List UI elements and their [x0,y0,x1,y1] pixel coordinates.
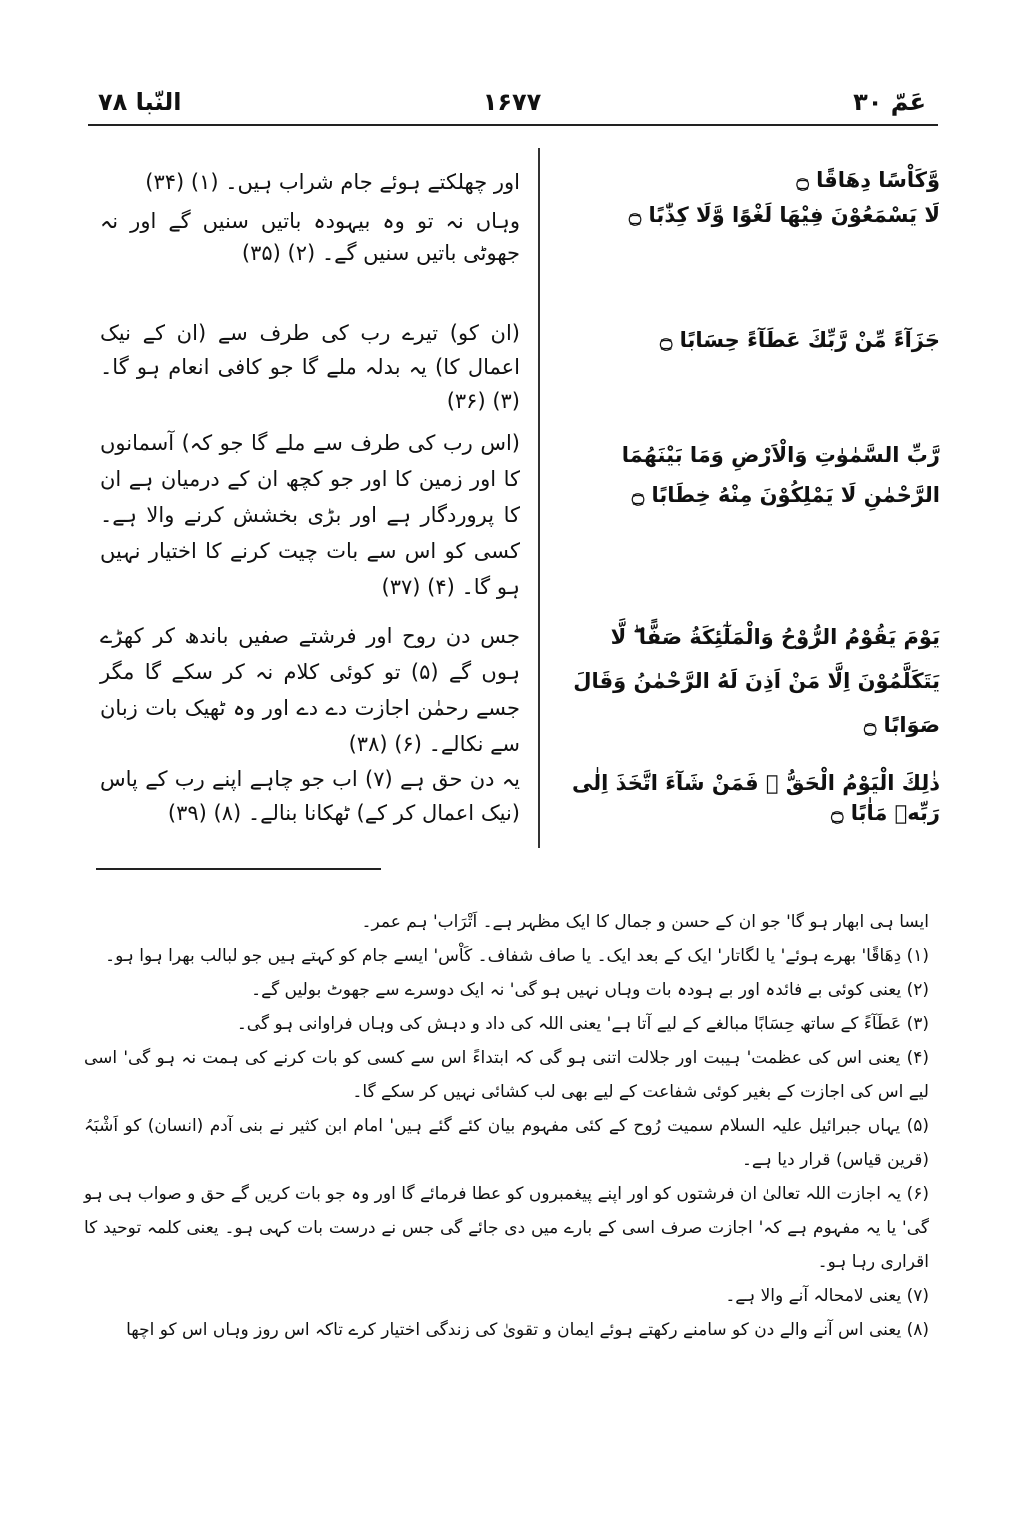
footnote: (۴) یعنی اس کی عظمت' ہیبت اور جلالت اتنی ہو گی کہ ابتداءً اس سے کسی کو بات کرنے کی ہمت نہ ہو گی' اسی لیے اس کی اجازت کے بغیر کوئی شفاعت کے لیے بھی لب کشائی نہیں کر سکے گا۔ [84,1048,929,1102]
juz-header: عَمّ ۳۰ [853,88,926,116]
page-number: ۱۶۷۷ [482,88,542,116]
footnote-separator [96,868,381,870]
footnotes [84,905,929,1347]
footnote: (۷) یعنی لامحالہ آنے والا ہے۔ [725,1286,929,1306]
arabic-verse: يَوْمَ يَقُوْمُ الرُّوْحُ وَالْمَلٰٓئِكَةُ صَفًّا ۖ لَّا يَتَكَلَّمُوْنَ اِلَّا مَنْ اَذِنَ لَهُ الرَّحْمٰنُ وَقَالَ صَوَابًا ۝ [573,625,940,737]
footnote: (۸) یعنی اس آنے والے دن کو سامنے رکھتے ہوئے ایمان و تقویٰ کی زندگی اختیار کرے تاکہ اس روز وہاں اس کو اچھا [126,1320,929,1340]
footnote: (۵) یہاں جبرائیل علیہ السلام سمیت رُوح کے کئی مفہوم بیان کئے گئے ہیں' امام ابن کثیر نے بنی آدم (انسان) کو اَشْبَہُ (قرین قیاس) قرار دیا ہے۔ [84,1116,929,1170]
footnote: (۳) عَطَآءً کے ساتھ حِسَابًا مبالغے کے لیے آتا ہے' یعنی اللہ کی داد و دہش کی وہاں فراوانی ہو گی۔ [236,1014,929,1034]
urdu-translation: وہاں نہ تو وہ بیہودہ باتیں سنیں گے اور نہ جھوٹی باتیں سنیں گے۔ (۲) (۳۵) [100,209,520,265]
footnote: ایسا ہی ابھار ہو گا' جو ان کے حسن و جمال کا ایک مظہر ہے۔ اَتْرَاب' ہم عمر۔ [361,912,929,932]
footnote: (۱) دِهَاقًا' بھرے ہوئے' یا لگاتار' ایک کے بعد ایک۔ یا صاف شفاف۔ کَاْس' ایسے جام کو کہتے ہیں جو لبالب بھرا ہوا ہو۔ [105,946,929,966]
urdu-translation: جس دن روح اور فرشتے صفیں باندھ کر کھڑے ہوں گے (۵) تو کوئی کلام نہ کر سکے گا مگر جسے رحمٰن اجازت دے دے اور وہ ٹھیک بات زبان سے نکالے۔ (۶) (۳۸) [100,624,521,756]
arabic-verse: رَّبِّ السَّمٰوٰتِ وَالْاَرْضِ وَمَا بَيْنَهُمَا الرَّحْمٰنِ لَا يَمْلِكُوْنَ مِنْهُ خِطَابًا ۝ [621,443,940,507]
urdu-translation: اور چھلکتے ہوئے جام شراب ہیں۔ (۱) (۳۴) [145,170,520,194]
urdu-translation: (ان کو) تیرے رب کی طرف سے (ان کے نیک اعمال کا) یہ بدلہ ملے گا جو کافی انعام ہو گا۔ (۳) (۳۶) [100,321,520,413]
arabic-verse: لَا يَسْمَعُوْنَ فِيْهَا لَغْوًا وَّلَا كِذّٰبًا ۝ [628,203,940,227]
footnote: (۶) یہ اجازت اللہ تعالیٰ ان فرشتوں کو اور اپنے پیغمبروں کو عطا فرمائے گا اور وہ جو بات کریں گے حق و صواب ہی ہو گی' یا یہ مفہوم ہے کہ' اجازت صرف اسی کے بارے میں دی جائے گی جس نے درست بات کہی ہو۔ یعنی کلمہ توحید کا اقراری رہا ہو۔ [84,1184,929,1272]
header-rule [88,124,938,126]
surah-header: النّبا ۷۸ [98,88,182,116]
urdu-translation: یہ دن حق ہے (۷) اب جو چاہے اپنے رب کے پاس (نیک اعمال کر کے) ٹھکانا بنالے۔ (۸) (۳۹) [100,767,520,825]
arabic-verse: جَزَآءً مِّنْ رَّبِّكَ عَطَآءً حِسَابًا ۝ [659,328,940,352]
arabic-verse: ذٰلِكَ الْيَوْمُ الْحَقُّ ۚ فَمَنْ شَآءَ اتَّخَذَ اِلٰى رَبِّهٖ مَاٰبًا ۝ [571,771,940,825]
urdu-translation: (اس رب کی طرف سے ملے گا جو کہ) آسمانوں کا اور زمین کا اور جو کچھ ان کے درمیان ہے ان کا پروردگار ہے اور بڑی بخشش کرنے والا ہے۔ کسی کو اس سے بات چیت کرنے کا اختیار نہیں ہو گا۔ (۴) (۳۷) [100,431,520,599]
arabic-verse: وَّكَاْسًا دِهَاقًا ۝ [796,168,940,192]
footnote: (۲) یعنی کوئی بے فائدہ اور بے ہودہ بات وہاں نہیں ہو گی' نہ ایک دوسرے سے جھوٹ بولیں گے۔ [251,980,929,1000]
